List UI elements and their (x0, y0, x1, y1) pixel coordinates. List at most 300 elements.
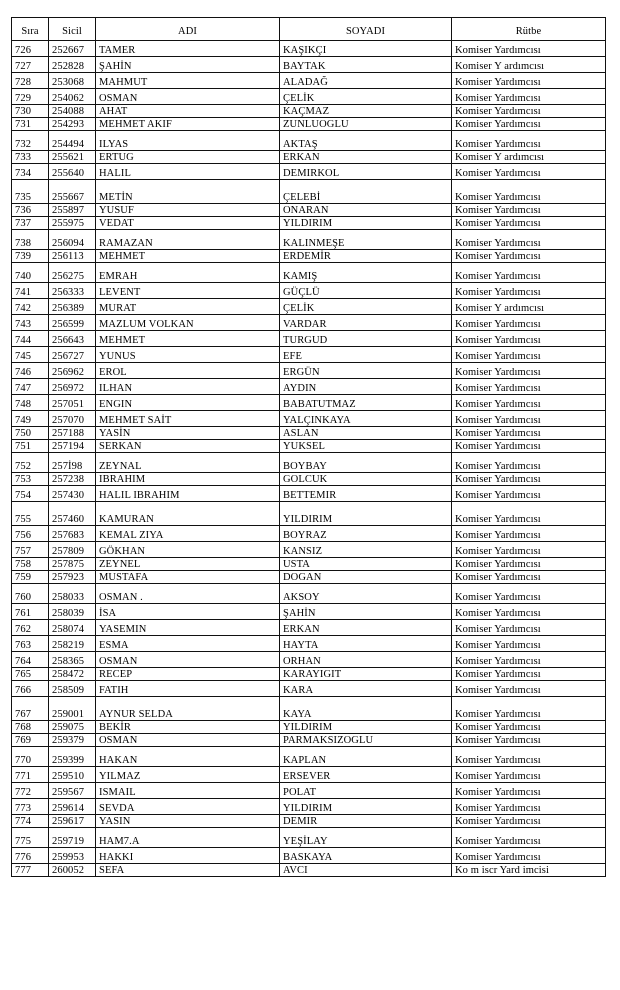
cell-adi: EROL (96, 363, 280, 379)
table-row (12, 299, 606, 315)
table-row (12, 164, 606, 180)
cell-soyadi: ORHAN (280, 652, 452, 668)
cell-rutbe: Komiser Yardımcısı (452, 164, 606, 180)
table-row (12, 204, 606, 217)
cell-adi: BEKİR (96, 721, 280, 734)
cell-rutbe: Komiser Yardımcısı (452, 584, 606, 604)
table-row (12, 848, 606, 864)
table-row (12, 828, 606, 848)
cell-sicil: 257430 (49, 486, 96, 502)
cell-sicil: 252828 (49, 57, 96, 73)
cell-rutbe: Komiser Yardımcısı (452, 283, 606, 299)
cell-sicil: 254088 (49, 105, 96, 118)
cell-adi: YUSUF (96, 204, 280, 217)
column-header-adi: ADI (96, 18, 280, 41)
cell-adi: RECEP (96, 668, 280, 681)
cell-sira: 726 (12, 41, 49, 57)
table-row (12, 411, 606, 427)
cell-rutbe: Komiser Yardımcısı (452, 604, 606, 620)
cell-adi: YASİN (96, 427, 280, 440)
table-row (12, 395, 606, 411)
cell-adi: GÖKHAN (96, 542, 280, 558)
cell-sicil: 254494 (49, 131, 96, 151)
table-row (12, 815, 606, 828)
cell-rutbe: Komiser Yardımcısı (452, 721, 606, 734)
table-row (12, 734, 606, 747)
cell-soyadi: YEŞİLAY (280, 828, 452, 848)
cell-adi: VEDAT (96, 217, 280, 230)
cell-adi: ZEYNEL (96, 558, 280, 571)
cell-sira: 766 (12, 681, 49, 697)
table-row (12, 486, 606, 502)
cell-adi: MURAT (96, 299, 280, 315)
cell-sicil: 258219 (49, 636, 96, 652)
cell-sira: 737 (12, 217, 49, 230)
cell-sira: 744 (12, 331, 49, 347)
cell-adi: ENGIN (96, 395, 280, 411)
cell-sicil: 252667 (49, 41, 96, 57)
cell-adi: OSMAN . (96, 584, 280, 604)
cell-sira: 747 (12, 379, 49, 395)
cell-soyadi: TURGUD (280, 331, 452, 347)
cell-soyadi: POLAT (280, 783, 452, 799)
table-row (12, 41, 606, 57)
cell-rutbe: Komiser Yardımcısı (452, 379, 606, 395)
table-row (12, 440, 606, 453)
table-row (12, 620, 606, 636)
table-row (12, 652, 606, 668)
cell-sicil: 257188 (49, 427, 96, 440)
table-row (12, 604, 606, 620)
cell-soyadi: AKTAŞ (280, 131, 452, 151)
cell-adi: YUNUS (96, 347, 280, 363)
cell-soyadi: KAMIŞ (280, 263, 452, 283)
cell-adi: AHAT (96, 105, 280, 118)
cell-sicil: 257238 (49, 473, 96, 486)
cell-soyadi: BETTEMIR (280, 486, 452, 502)
cell-soyadi: ERKAN (280, 151, 452, 164)
cell-sira: 756 (12, 526, 49, 542)
cell-rutbe: Komiser Yardımcısı (452, 263, 606, 283)
cell-sira: 742 (12, 299, 49, 315)
cell-sicil: 257İ98 (49, 453, 96, 473)
cell-soyadi: YILDIRIM (280, 217, 452, 230)
cell-soyadi: ASLAN (280, 427, 452, 440)
cell-adi: MUSTAFA (96, 571, 280, 584)
cell-sira: 749 (12, 411, 49, 427)
cell-adi: YASIN (96, 815, 280, 828)
cell-sira: 734 (12, 164, 49, 180)
table-row (12, 363, 606, 379)
cell-sicil: 259001 (49, 697, 96, 721)
cell-sira: 748 (12, 395, 49, 411)
cell-adi: AYNUR SELDA (96, 697, 280, 721)
cell-soyadi: KAŞIKÇI (280, 41, 452, 57)
cell-rutbe: Komiser Y ardımcısı (452, 151, 606, 164)
cell-rutbe: Ko m iscr Yard imcisi (452, 864, 606, 877)
table-row (12, 118, 606, 131)
cell-soyadi: ÇELİK (280, 89, 452, 105)
cell-sira: 761 (12, 604, 49, 620)
cell-rutbe: Komiser Y ardımcısı (452, 299, 606, 315)
cell-rutbe: Komiser Yardımcısı (452, 848, 606, 864)
cell-sicil: 257809 (49, 542, 96, 558)
cell-sira: 741 (12, 283, 49, 299)
cell-rutbe: Komiser Yardımcısı (452, 395, 606, 411)
cell-adi: IBRAHIM (96, 473, 280, 486)
cell-sicil: 259719 (49, 828, 96, 848)
cell-rutbe: Komiser Yardımcısı (452, 105, 606, 118)
cell-sicil: 257460 (49, 502, 96, 526)
cell-soyadi: ŞAHİN (280, 604, 452, 620)
table-row (12, 783, 606, 799)
cell-sira: 743 (12, 315, 49, 331)
cell-soyadi: YILDIRIM (280, 721, 452, 734)
table-row (12, 636, 606, 652)
cell-soyadi: USTA (280, 558, 452, 571)
cell-adi: YILMAZ (96, 767, 280, 783)
cell-sira: 763 (12, 636, 49, 652)
cell-rutbe: Komiser Yardımcısı (452, 783, 606, 799)
cell-adi: ISMAIL (96, 783, 280, 799)
cell-sira: 746 (12, 363, 49, 379)
cell-rutbe: Komiser Yardımcısı (452, 828, 606, 848)
cell-sira: 757 (12, 542, 49, 558)
cell-soyadi: KARAYIGIT (280, 668, 452, 681)
table-row (12, 105, 606, 118)
cell-adi: MEHMET (96, 250, 280, 263)
cell-sicil: 259075 (49, 721, 96, 734)
cell-sira: 764 (12, 652, 49, 668)
cell-sicil: 255621 (49, 151, 96, 164)
table-row (12, 131, 606, 151)
cell-adi: METİN (96, 180, 280, 204)
cell-adi: ILHAN (96, 379, 280, 395)
table-row (12, 502, 606, 526)
table-row (12, 73, 606, 89)
cell-sicil: 258033 (49, 584, 96, 604)
cell-soyadi: YUKSEL (280, 440, 452, 453)
cell-adi: FATIH (96, 681, 280, 697)
cell-rutbe: Komiser Yardımcısı (452, 118, 606, 131)
cell-rutbe: Komiser Yardımcısı (452, 486, 606, 502)
cell-soyadi: ERGÜN (280, 363, 452, 379)
table-row (12, 681, 606, 697)
cell-sira: 754 (12, 486, 49, 502)
cell-rutbe: Komiser Yardımcısı (452, 747, 606, 767)
cell-rutbe: Komiser Yardımcısı (452, 250, 606, 263)
cell-rutbe: Komiser Yardımcısı (452, 41, 606, 57)
cell-rutbe: Komiser Yardımcısı (452, 636, 606, 652)
cell-sicil: 256599 (49, 315, 96, 331)
cell-soyadi: BABATUTMAZ (280, 395, 452, 411)
cell-rutbe: Komiser Yardımcısı (452, 204, 606, 217)
table-row (12, 230, 606, 250)
cell-sira: 773 (12, 799, 49, 815)
cell-sira: 762 (12, 620, 49, 636)
cell-rutbe: Komiser Yardımcısı (452, 815, 606, 828)
cell-soyadi: ERKAN (280, 620, 452, 636)
cell-sicil: 257070 (49, 411, 96, 427)
table-row (12, 57, 606, 73)
cell-soyadi: KAYA (280, 697, 452, 721)
cell-soyadi: AKSOY (280, 584, 452, 604)
cell-rutbe: Komiser Yardımcısı (452, 767, 606, 783)
cell-adi: SEFA (96, 864, 280, 877)
cell-rutbe: Komiser Yardımcısı (452, 331, 606, 347)
cell-rutbe: Komiser Yardımcısı (452, 799, 606, 815)
table-row (12, 799, 606, 815)
table-row (12, 331, 606, 347)
table-row (12, 558, 606, 571)
personnel-roster-table (11, 17, 606, 877)
cell-soyadi: VARDAR (280, 315, 452, 331)
cell-sira: 751 (12, 440, 49, 453)
cell-adi: OSMAN (96, 734, 280, 747)
table-row (12, 263, 606, 283)
cell-sira: 735 (12, 180, 49, 204)
cell-sira: 758 (12, 558, 49, 571)
cell-sicil: 256389 (49, 299, 96, 315)
cell-soyadi: BAYTAK (280, 57, 452, 73)
column-header-soyadi: SOYADI (280, 18, 452, 41)
table-row (12, 571, 606, 584)
cell-sira: 776 (12, 848, 49, 864)
cell-sira: 733 (12, 151, 49, 164)
cell-sira: 769 (12, 734, 49, 747)
cell-rutbe: Komiser Yardımcısı (452, 217, 606, 230)
cell-sicil: 258074 (49, 620, 96, 636)
cell-sira: 738 (12, 230, 49, 250)
cell-adi: ZEYNAL (96, 453, 280, 473)
cell-sicil: 256094 (49, 230, 96, 250)
table-row (12, 427, 606, 440)
cell-adi: ILYAS (96, 131, 280, 151)
cell-sira: 767 (12, 697, 49, 721)
cell-adi: YASEMIN (96, 620, 280, 636)
cell-sicil: 255897 (49, 204, 96, 217)
cell-soyadi: KAÇMAZ (280, 105, 452, 118)
cell-rutbe: Komiser Yardımcısı (452, 427, 606, 440)
cell-adi: SEVDA (96, 799, 280, 815)
cell-sicil: 259614 (49, 799, 96, 815)
cell-sira: 753 (12, 473, 49, 486)
cell-adi: HAKAN (96, 747, 280, 767)
cell-soyadi: GOLCUK (280, 473, 452, 486)
cell-soyadi: KARA (280, 681, 452, 697)
table-row (12, 379, 606, 395)
cell-adi: MAHMUT (96, 73, 280, 89)
cell-sira: 728 (12, 73, 49, 89)
column-header-rutbe: Rütbe (452, 18, 606, 41)
cell-soyadi: YILDIRIM (280, 502, 452, 526)
cell-sicil: 259953 (49, 848, 96, 864)
cell-soyadi: DOGAN (280, 571, 452, 584)
cell-soyadi: ONARAN (280, 204, 452, 217)
cell-adi: EMRAH (96, 263, 280, 283)
cell-rutbe: Komiser Yardımcısı (452, 347, 606, 363)
cell-adi: HAM7.A (96, 828, 280, 848)
cell-soyadi: GÜÇLÜ (280, 283, 452, 299)
cell-soyadi: ÇELEBİ (280, 180, 452, 204)
cell-adi: LEVENT (96, 283, 280, 299)
cell-adi: MEHMET (96, 331, 280, 347)
cell-sira: 772 (12, 783, 49, 799)
table-row (12, 250, 606, 263)
cell-rutbe: Komiser Yardımcısı (452, 558, 606, 571)
cell-sira: 770 (12, 747, 49, 767)
cell-sicil: 260052 (49, 864, 96, 877)
cell-rutbe: Komiser Yardımcısı (452, 526, 606, 542)
cell-soyadi: BOYBAY (280, 453, 452, 473)
cell-rutbe: Komiser Yardımcısı (452, 315, 606, 331)
cell-sira: 774 (12, 815, 49, 828)
cell-adi: MEHMET SAİT (96, 411, 280, 427)
cell-rutbe: Komiser Yardımcısı (452, 681, 606, 697)
cell-rutbe: Komiser Yardımcısı (452, 453, 606, 473)
cell-rutbe: Komiser Yardımcısı (452, 89, 606, 105)
cell-soyadi: BOYRAZ (280, 526, 452, 542)
cell-sira: 752 (12, 453, 49, 473)
cell-sicil: 259567 (49, 783, 96, 799)
table-row (12, 668, 606, 681)
cell-soyadi: ERSEVER (280, 767, 452, 783)
cell-sicil: 257051 (49, 395, 96, 411)
cell-rutbe: Komiser Yardımcısı (452, 363, 606, 379)
cell-soyadi: ERDEMİR (280, 250, 452, 263)
table-row (12, 151, 606, 164)
cell-soyadi: KANSIZ (280, 542, 452, 558)
cell-sicil: 256113 (49, 250, 96, 263)
table-header (12, 18, 606, 41)
table-row (12, 584, 606, 604)
cell-sicil: 256643 (49, 331, 96, 347)
cell-soyadi: KALINMEŞE (280, 230, 452, 250)
cell-sicil: 259510 (49, 767, 96, 783)
cell-sicil: 255975 (49, 217, 96, 230)
table-row (12, 473, 606, 486)
cell-sicil: 255667 (49, 180, 96, 204)
table-row (12, 697, 606, 721)
cell-sira: 730 (12, 105, 49, 118)
cell-sicil: 258472 (49, 668, 96, 681)
table-header-row (12, 18, 606, 41)
cell-sicil: 257194 (49, 440, 96, 453)
cell-rutbe: Komiser Yardımcısı (452, 180, 606, 204)
cell-sicil: 256727 (49, 347, 96, 363)
cell-rutbe: Komiser Yardımcısı (452, 230, 606, 250)
table-row (12, 453, 606, 473)
cell-sicil: 257923 (49, 571, 96, 584)
cell-sira: 736 (12, 204, 49, 217)
cell-rutbe: Komiser Yardımcısı (452, 571, 606, 584)
cell-sira: 765 (12, 668, 49, 681)
cell-sira: 731 (12, 118, 49, 131)
cell-soyadi: HAYTA (280, 636, 452, 652)
cell-adi: OSMAN (96, 89, 280, 105)
table-row (12, 526, 606, 542)
cell-sicil: 259617 (49, 815, 96, 828)
table-row (12, 217, 606, 230)
cell-adi: ERTUG (96, 151, 280, 164)
table-row (12, 347, 606, 363)
cell-sira: 760 (12, 584, 49, 604)
cell-adi: RAMAZAN (96, 230, 280, 250)
cell-soyadi: DEMIR (280, 815, 452, 828)
cell-sira: 729 (12, 89, 49, 105)
cell-sicil: 255640 (49, 164, 96, 180)
table-row (12, 767, 606, 783)
cell-sira: 759 (12, 571, 49, 584)
cell-rutbe: Komiser Yardımcısı (452, 131, 606, 151)
cell-soyadi: EFE (280, 347, 452, 363)
table-row (12, 283, 606, 299)
cell-soyadi: PARMAKSIZOGLU (280, 734, 452, 747)
column-header-sira: Sıra (12, 18, 49, 41)
cell-rutbe: Komiser Y ardımcısı (452, 57, 606, 73)
cell-soyadi: DEMIRKOL (280, 164, 452, 180)
cell-sicil: 259399 (49, 747, 96, 767)
cell-sira: 750 (12, 427, 49, 440)
cell-rutbe: Komiser Yardımcısı (452, 697, 606, 721)
cell-sira: 775 (12, 828, 49, 848)
cell-soyadi: YALÇINKAYA (280, 411, 452, 427)
cell-adi: MEHMET AKIF (96, 118, 280, 131)
cell-adi: HAKKI (96, 848, 280, 864)
table-row (12, 315, 606, 331)
cell-adi: TAMER (96, 41, 280, 57)
cell-adi: İSA (96, 604, 280, 620)
table-row (12, 542, 606, 558)
cell-soyadi: YILDIRIM (280, 799, 452, 815)
cell-rutbe: Komiser Yardımcısı (452, 73, 606, 89)
cell-sira: 739 (12, 250, 49, 263)
cell-rutbe: Komiser Yardımcısı (452, 668, 606, 681)
cell-sira: 771 (12, 767, 49, 783)
cell-sicil: 258365 (49, 652, 96, 668)
cell-adi: KEMAL ZIYA (96, 526, 280, 542)
cell-adi: SERKAN (96, 440, 280, 453)
cell-sicil: 259379 (49, 734, 96, 747)
cell-sicil: 253068 (49, 73, 96, 89)
cell-adi: KAMURAN (96, 502, 280, 526)
cell-sira: 745 (12, 347, 49, 363)
cell-soyadi: ZUNLUOGLU (280, 118, 452, 131)
cell-sicil: 258509 (49, 681, 96, 697)
cell-sira: 732 (12, 131, 49, 151)
table-row (12, 747, 606, 767)
cell-adi: MAZLUM VOLKAN (96, 315, 280, 331)
cell-soyadi: ALADAĞ (280, 73, 452, 89)
cell-sicil: 256275 (49, 263, 96, 283)
cell-sira: 768 (12, 721, 49, 734)
cell-adi: OSMAN (96, 652, 280, 668)
cell-rutbe: Komiser Yardımcısı (452, 502, 606, 526)
table-row (12, 721, 606, 734)
cell-soyadi: ÇELİK (280, 299, 452, 315)
cell-sicil: 256333 (49, 283, 96, 299)
cell-adi: HALIL IBRAHIM (96, 486, 280, 502)
cell-rutbe: Komiser Yardımcısı (452, 473, 606, 486)
table-row (12, 89, 606, 105)
cell-rutbe: Komiser Yardımcısı (452, 440, 606, 453)
table-body (12, 41, 606, 877)
cell-sicil: 256972 (49, 379, 96, 395)
cell-soyadi: KAPLAN (280, 747, 452, 767)
cell-rutbe: Komiser Yardımcısı (452, 620, 606, 636)
cell-adi: HALIL (96, 164, 280, 180)
cell-adi: ŞAHİN (96, 57, 280, 73)
